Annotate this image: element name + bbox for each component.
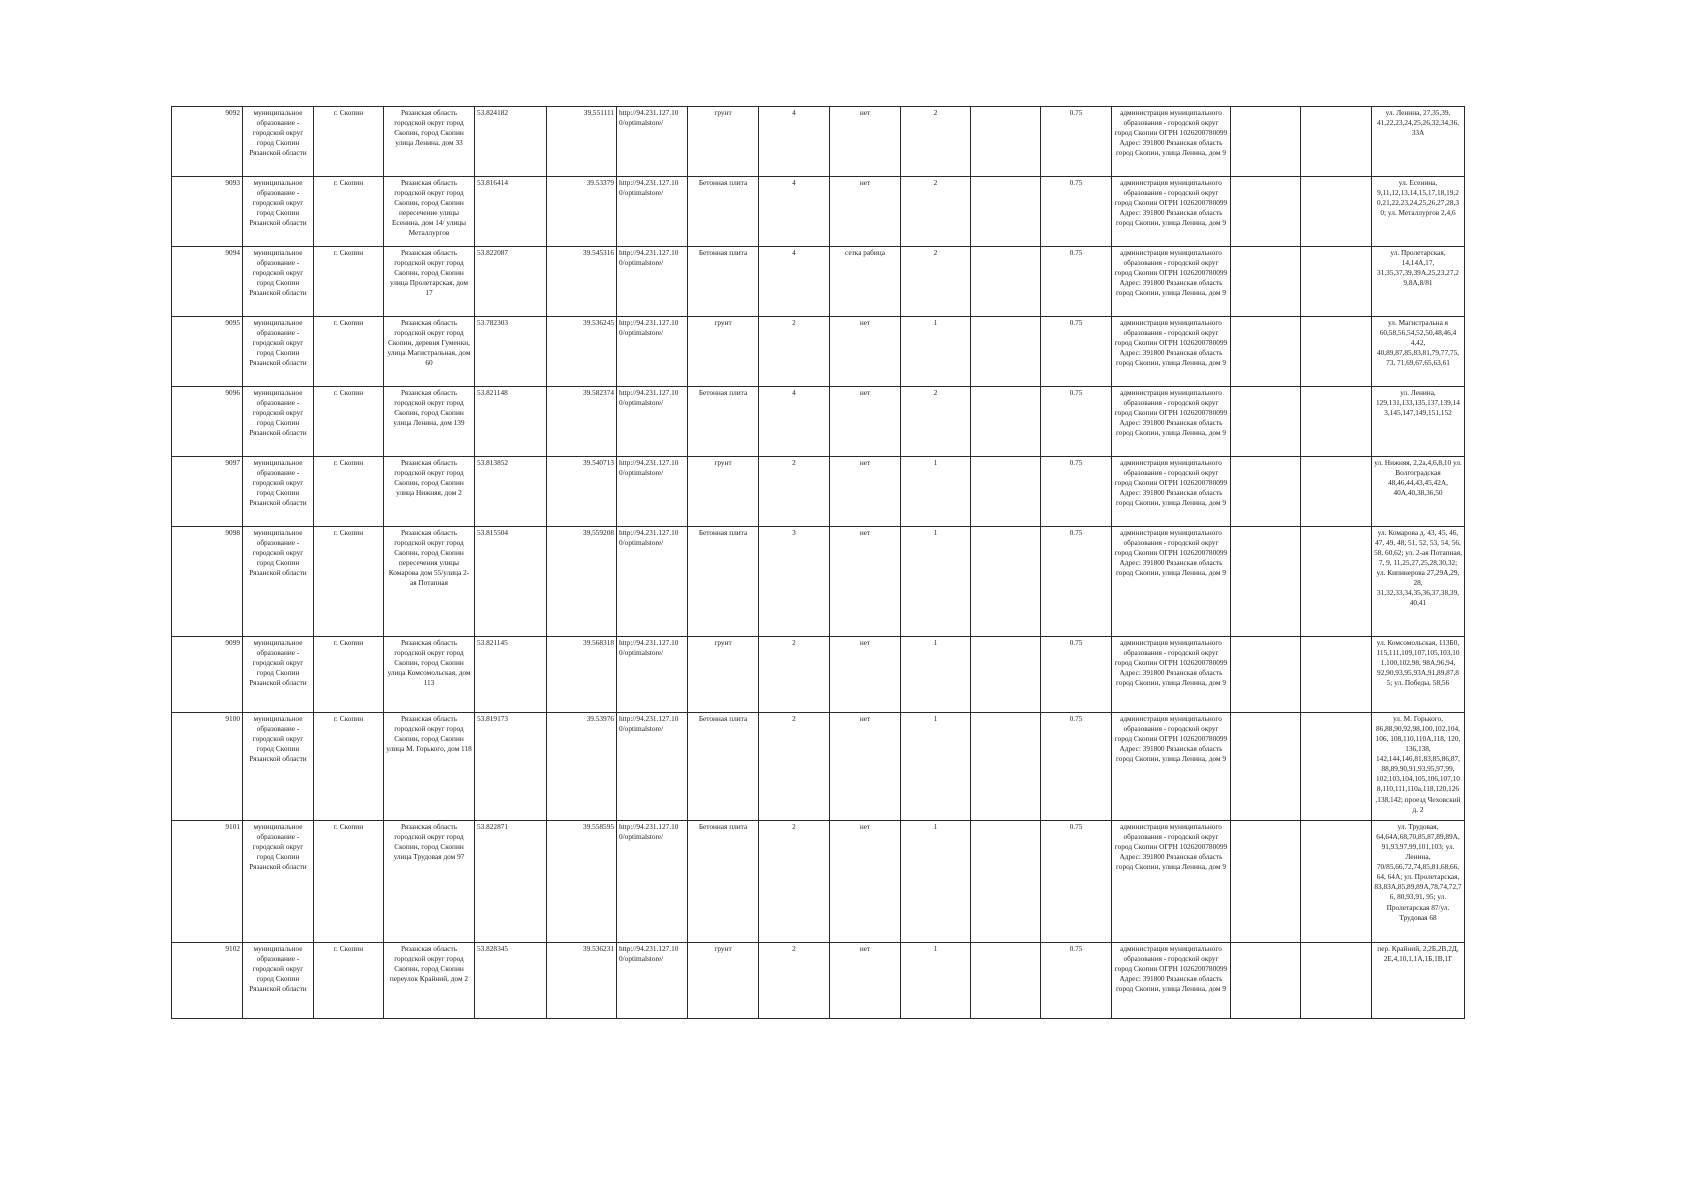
container-count-cell: 1: [901, 637, 971, 713]
surface-type-cell: Бетонная плита: [688, 713, 759, 821]
registry-link-cell[interactable]: http://94.231.127.10 0/optimalstore/: [617, 107, 688, 177]
waste-sources-cell: ул. Магистральна я 60,58,56,54,52,50,48,46,4 4,42, 40,89,87,85,83,81,79,77,75, 73, 71,69,67,65,63,61: [1372, 317, 1465, 387]
site-count-cell: 4: [759, 387, 830, 457]
subject-cell: муниципальное образование - городской округ город Скопин Рязанской области: [243, 637, 314, 713]
longitude-cell: 39,551111: [547, 107, 617, 177]
subject-cell: муниципальное образование - городской округ город Скопин Рязанской области: [243, 177, 314, 247]
subject-cell: муниципальное образование - городской округ город Скопин Рязанской области: [243, 821, 314, 943]
subject-cell: муниципальное образование - городской округ город Скопин Рязанской области: [243, 107, 314, 177]
owner-cell: администрация муниципального образования - городской округ город Скопин ОГРН 1026200780099 Адрес: 391800 Рязанская область город Скопин, улица Ленина, дом 9: [1112, 387, 1231, 457]
blank-cell-3: [1301, 821, 1372, 943]
container-volume-cell: 0.75: [1041, 317, 1112, 387]
address-cell: Рязанская область городской округ город Скопин, город Скопин пересечения улицы Комарова дом 55/улица 2-ая Потапная: [384, 527, 475, 637]
row-id-cell: 9096: [172, 387, 243, 457]
surface-type-cell: Бетонная плита: [688, 177, 759, 247]
registry-link-cell[interactable]: http://94.231.127.10 0/optimalstore/: [617, 637, 688, 713]
owner-cell: администрация муниципального образования - городской округ город Скопин ОГРН 1026200780099 Адрес: 391800 Рязанская область город Скопин, улица Ленина, дом 9: [1112, 713, 1231, 821]
blank-cell-2: [1231, 821, 1301, 943]
longitude-cell: 39.568318: [547, 637, 617, 713]
city-cell: г. Скопин: [314, 247, 384, 317]
city-cell: г. Скопин: [314, 527, 384, 637]
latitude-cell: 53.828345: [475, 943, 547, 1019]
container-count-cell: 1: [901, 457, 971, 527]
container-count-cell: 2: [901, 387, 971, 457]
table-row: [172, 387, 1465, 457]
site-count-cell: 4: [759, 247, 830, 317]
registry-link-cell[interactable]: http://94.231.127.10 0/optimalstore/: [617, 387, 688, 457]
registry-link-cell[interactable]: http://94.231.127.10 0/optimalstore/: [617, 247, 688, 317]
subject-cell: муниципальное образование - городской округ город Скопин Рязанской области: [243, 527, 314, 637]
registry-link-cell[interactable]: http://94.231.127.10 0/optimalstore/: [617, 943, 688, 1019]
city-cell: г. Скопин: [314, 457, 384, 527]
waste-sources-cell: ул. Комсомольская, 113Б0, 115,111,109,107,105,103,10 1,100,102,98, 98А,96,94, 92,90,93,95,93А,91,89,87,8 5; ул. Победы, 58,56: [1372, 637, 1465, 713]
container-volume-cell: 0.75: [1041, 177, 1112, 247]
blank-cell-2: [1231, 247, 1301, 317]
fence-cell: нет: [830, 713, 901, 821]
longitude-cell: 39,559208: [547, 527, 617, 637]
latitude-cell: 53.824182: [475, 107, 547, 177]
latitude-cell: 53.822871: [475, 821, 547, 943]
fence-cell: нет: [830, 457, 901, 527]
blank-cell: [971, 713, 1041, 821]
surface-type-cell: грунт: [688, 107, 759, 177]
registry-link-cell[interactable]: http://94.231.127.10 0/optimalstore/: [617, 713, 688, 821]
container-volume-cell: 0.75: [1041, 107, 1112, 177]
address-cell: Рязанская область городской округ город Скопин, деревня Гуменки, улица Магистральная, дом 60: [384, 317, 475, 387]
blank-cell-3: [1301, 107, 1372, 177]
longitude-cell: 39.540713: [547, 457, 617, 527]
city-cell: г. Скопин: [314, 317, 384, 387]
site-count-cell: 2: [759, 821, 830, 943]
blank-cell-2: [1231, 943, 1301, 1019]
site-count-cell: 4: [759, 177, 830, 247]
waste-sources-cell: ул. Ленина, 27,35,39, 41,22,23,24,25,26,32,34,36, 33А: [1372, 107, 1465, 177]
blank-cell: [971, 457, 1041, 527]
blank-cell-3: [1301, 713, 1372, 821]
surface-type-cell: Бетонная плита: [688, 527, 759, 637]
waste-sources-cell: ул. Комарова д. 43, 45, 46, 47, 49, 48, 51, 52, 53, 54, 56, 58, 60,62; ул. 2-ая Потапная, 7, 9, 11,25,27,25,28,30,32; ул. Кипинерова 27,29А,29, 28, 31,32,33,34,35,36,37,38,39, 40,41: [1372, 527, 1465, 637]
subject-cell: муниципальное образование - городской округ город Скопин Рязанской области: [243, 387, 314, 457]
blank-cell: [971, 247, 1041, 317]
surface-type-cell: грунт: [688, 457, 759, 527]
container-volume-cell: 0.75: [1041, 943, 1112, 1019]
waste-sources-cell: ул. Нижняя, 2,2а,4,6,8,10 ул. Волгоградская 48,46,44,43,45,42А, 40А,40,38,36,50: [1372, 457, 1465, 527]
blank-cell-3: [1301, 247, 1372, 317]
table-row: [172, 943, 1465, 1019]
table-row: [172, 317, 1465, 387]
container-volume-cell: 0.75: [1041, 247, 1112, 317]
blank-cell-2: [1231, 637, 1301, 713]
waste-sources-cell: пер. Крайний, 2,2Б,2В,2Д, 2Е,4,10,1,1А,1Б,1В,1Г: [1372, 943, 1465, 1019]
site-count-cell: 2: [759, 317, 830, 387]
row-id-cell: 9102: [172, 943, 243, 1019]
container-count-cell: 2: [901, 107, 971, 177]
row-id-cell: 9094: [172, 247, 243, 317]
waste-sources-cell: ул. М. Горького, 86,88,90,92,98,100,102,104, 106, 108,110,110А,118, 120, 136,138, 142,144,146,81,83,85,86,87, 88,89,90,91,93,95,97,99, 102,103,104,105,106,107,10 8,110,111,110а,118,120,126 ,138,142; проезд Чеховский д. 2: [1372, 713, 1465, 821]
latitude-cell: 53.815504: [475, 527, 547, 637]
waste-sources-cell: ул. Ленина, 129,131,133,135,137,139,14 3,145,147,149,151,152: [1372, 387, 1465, 457]
row-id-cell: 9100: [172, 713, 243, 821]
city-cell: г. Скопин: [314, 821, 384, 943]
blank-cell: [971, 527, 1041, 637]
table-body: [172, 107, 1465, 1019]
site-count-cell: 2: [759, 713, 830, 821]
subject-cell: муниципальное образование - городской округ город Скопин Рязанской области: [243, 943, 314, 1019]
registry-link-cell[interactable]: http://94.231.127.10 0/optimalstore/: [617, 527, 688, 637]
fence-cell: нет: [830, 943, 901, 1019]
address-cell: Рязанская область городской округ город Скопин, город Скопин улица Трудовая дом 97: [384, 821, 475, 943]
blank-cell-2: [1231, 457, 1301, 527]
table-row: [172, 247, 1465, 317]
table-row: [172, 713, 1465, 821]
latitude-cell: 53.813852: [475, 457, 547, 527]
fence-cell: нет: [830, 317, 901, 387]
owner-cell: администрация муниципального образования - городской округ город Скопин ОГРН 1026200780099 Адрес: 391800 Рязанская область город Скопин, улица Ленина, дом 9: [1112, 527, 1231, 637]
waste-sources-cell: ул. Трудовая, 64,64А,68,70,85,87,89,89А, 91,93,97,99,101,103; ул. Ленина, 70/85,66,72,74,85,81,68,66, 64, 64А; ул. Пролетарская, 83,83А,85,89,89А,78,74,72,7 6, 80,93,91, 95; ул. Пролетарская 87/ул. Трудовая 68: [1372, 821, 1465, 943]
address-cell: Рязанская область городской округ город Скопин, город Скопин улица Нижняя, дом 2: [384, 457, 475, 527]
longitude-cell: 39.536231: [547, 943, 617, 1019]
owner-cell: администрация муниципального образования - городской округ город Скопин ОГРН 1026200780099 Адрес: 391800 Рязанская область город Скопин, улица Ленина, дом 9: [1112, 107, 1231, 177]
longitude-cell: 39.53976: [547, 713, 617, 821]
row-id-cell: 9092: [172, 107, 243, 177]
city-cell: г. Скопин: [314, 177, 384, 247]
blank-cell: [971, 107, 1041, 177]
fence-cell: нет: [830, 637, 901, 713]
waste-sources-cell: ул. Пролетарская, 14,14А,17, 31,35,37,39,39А,25,23,27,2 9,8А,8/81: [1372, 247, 1465, 317]
owner-cell: администрация муниципального образования - городской округ город Скопин ОГРН 1026200780099 Адрес: 391800 Рязанская область город Скопин, улица Ленина, дом 9: [1112, 317, 1231, 387]
container-volume-cell: 0.75: [1041, 387, 1112, 457]
container-count-cell: 1: [901, 317, 971, 387]
blank-cell: [971, 317, 1041, 387]
table-row: [172, 821, 1465, 943]
latitude-cell: 53.822087: [475, 247, 547, 317]
container-volume-cell: 0.75: [1041, 637, 1112, 713]
table-row: [172, 457, 1465, 527]
container-count-cell: 1: [901, 943, 971, 1019]
longitude-cell: 39.545316: [547, 247, 617, 317]
owner-cell: администрация муниципального образования - городской округ город Скопин ОГРН 1026200780099 Адрес: 391800 Рязанская область город Скопин, улица Ленина, дом 9: [1112, 821, 1231, 943]
blank-cell-3: [1301, 527, 1372, 637]
blank-cell-2: [1231, 527, 1301, 637]
longitude-cell: 39.582374: [547, 387, 617, 457]
table-row: [172, 637, 1465, 713]
owner-cell: администрация муниципального образования - городской округ город Скопин ОГРН 1026200780099 Адрес: 391800 Рязанская область город Скопин, улица Ленина, дом 9: [1112, 637, 1231, 713]
blank-cell-3: [1301, 317, 1372, 387]
latitude-cell: 53.821145: [475, 637, 547, 713]
waste-sources-cell: ул. Есенина, 9,11,12,13,14,15,17,18,19,2 0,21,22,23,24,25,26,27,28,3 0; ул. Металлургов 2,4,6: [1372, 177, 1465, 247]
blank-cell-3: [1301, 457, 1372, 527]
registry-link-cell[interactable]: http://94.231.127.10 0/optimalstore/: [617, 177, 688, 247]
city-cell: г. Скопин: [314, 943, 384, 1019]
row-id-cell: 9097: [172, 457, 243, 527]
surface-type-cell: грунт: [688, 637, 759, 713]
owner-cell: администрация муниципального образования - городской округ город Скопин ОГРН 1026200780099 Адрес: 391800 Рязанская область город Скопин, улица Ленина, дом 9: [1112, 247, 1231, 317]
blank-cell-3: [1301, 943, 1372, 1019]
subject-cell: муниципальное образование - городской округ город Скопин Рязанской области: [243, 317, 314, 387]
row-id-cell: 9099: [172, 637, 243, 713]
latitude-cell: 53.816414: [475, 177, 547, 247]
registry-link-cell[interactable]: http://94.231.127.10 0/optimalstore/: [617, 457, 688, 527]
address-cell: Рязанская область городской округ город Скопин, город Скопин пересечение улицы Есенина, дом 14/ улицы Металлургов: [384, 177, 475, 247]
container-count-cell: 1: [901, 713, 971, 821]
container-count-cell: 1: [901, 527, 971, 637]
surface-type-cell: грунт: [688, 943, 759, 1019]
fence-cell: сетка рабица: [830, 247, 901, 317]
latitude-cell: 53.819173: [475, 713, 547, 821]
table-row: [172, 177, 1465, 247]
container-volume-cell: 0.75: [1041, 457, 1112, 527]
container-count-cell: 2: [901, 177, 971, 247]
surface-type-cell: грунт: [688, 317, 759, 387]
address-cell: Рязанская область городской округ город Скопин, город Скопин улица Ленина, дом 139: [384, 387, 475, 457]
blank-cell-2: [1231, 387, 1301, 457]
row-id-cell: 9098: [172, 527, 243, 637]
blank-cell: [971, 387, 1041, 457]
fence-cell: нет: [830, 177, 901, 247]
site-count-cell: 2: [759, 637, 830, 713]
blank-cell: [971, 821, 1041, 943]
address-cell: Рязанская область городской округ город Скопин, город Скопин улица Комсомольская, дом 113: [384, 637, 475, 713]
table-row: [172, 107, 1465, 177]
container-volume-cell: 0.75: [1041, 527, 1112, 637]
surface-type-cell: Бетонная плита: [688, 247, 759, 317]
container-volume-cell: 0.75: [1041, 821, 1112, 943]
owner-cell: администрация муниципального образования - городской округ город Скопин ОГРН 1026200780099 Адрес: 391800 Рязанская область город Скопин, улица Ленина, дом 9: [1112, 457, 1231, 527]
address-cell: Рязанская область городской округ город Скопин, город Скопин улица Ленина, дом 33: [384, 107, 475, 177]
container-count-cell: 1: [901, 821, 971, 943]
site-count-cell: 3: [759, 527, 830, 637]
blank-cell: [971, 177, 1041, 247]
longitude-cell: 39.53379: [547, 177, 617, 247]
site-count-cell: 4: [759, 107, 830, 177]
city-cell: г. Скопин: [314, 107, 384, 177]
blank-cell-2: [1231, 107, 1301, 177]
fence-cell: нет: [830, 527, 901, 637]
row-id-cell: 9101: [172, 821, 243, 943]
city-cell: г. Скопин: [314, 637, 384, 713]
fence-cell: нет: [830, 821, 901, 943]
site-count-cell: 2: [759, 943, 830, 1019]
blank-cell: [971, 637, 1041, 713]
longitude-cell: 39.558595: [547, 821, 617, 943]
site-count-cell: 2: [759, 457, 830, 527]
registry-link-cell[interactable]: http://94.231.127.10 0/optimalstore/: [617, 317, 688, 387]
subject-cell: муниципальное образование - городской округ город Скопин Рязанской области: [243, 713, 314, 821]
table-row: [172, 527, 1465, 637]
surface-type-cell: Бетонная плита: [688, 821, 759, 943]
blank-cell-2: [1231, 317, 1301, 387]
registry-link-cell[interactable]: http://94.231.127.10 0/optimalstore/: [617, 821, 688, 943]
blank-cell-3: [1301, 637, 1372, 713]
blank-cell-2: [1231, 177, 1301, 247]
city-cell: г. Скопин: [314, 387, 384, 457]
containers-registry-table: [171, 106, 1465, 1019]
owner-cell: администрация муниципального образования - городской округ город Скопин ОГРН 1026200780099 Адрес: 391800 Рязанская область город Скопин, улица Ленина, дом 9: [1112, 943, 1231, 1019]
fence-cell: нет: [830, 107, 901, 177]
blank-cell: [971, 943, 1041, 1019]
latitude-cell: 53.782303: [475, 317, 547, 387]
container-count-cell: 2: [901, 247, 971, 317]
owner-cell: администрация муниципального образования - городской округ город Скопин ОГРН 1026200780099 Адрес: 391800 Рязанская область город Скопин, улица Ленина, дом 9: [1112, 177, 1231, 247]
surface-type-cell: Бетонная плита: [688, 387, 759, 457]
longitude-cell: 39.536245: [547, 317, 617, 387]
subject-cell: муниципальное образование - городской округ город Скопин Рязанской области: [243, 457, 314, 527]
blank-cell-3: [1301, 387, 1372, 457]
blank-cell-3: [1301, 177, 1372, 247]
fence-cell: нет: [830, 387, 901, 457]
address-cell: Рязанская область городской округ город Скопин, город Скопин улица М. Горького, дом 118: [384, 713, 475, 821]
address-cell: Рязанская область городской округ город Скопин, город Скопин переулок Крайний, дом 2: [384, 943, 475, 1019]
blank-cell-2: [1231, 713, 1301, 821]
container-volume-cell: 0.75: [1041, 713, 1112, 821]
latitude-cell: 53.821148: [475, 387, 547, 457]
subject-cell: муниципальное образование - городской округ город Скопин Рязанской области: [243, 247, 314, 317]
address-cell: Рязанская область городской округ город Скопин, город Скопин улица Пролетарская, дом 17: [384, 247, 475, 317]
row-id-cell: 9093: [172, 177, 243, 247]
row-id-cell: 9095: [172, 317, 243, 387]
city-cell: г. Скопин: [314, 713, 384, 821]
